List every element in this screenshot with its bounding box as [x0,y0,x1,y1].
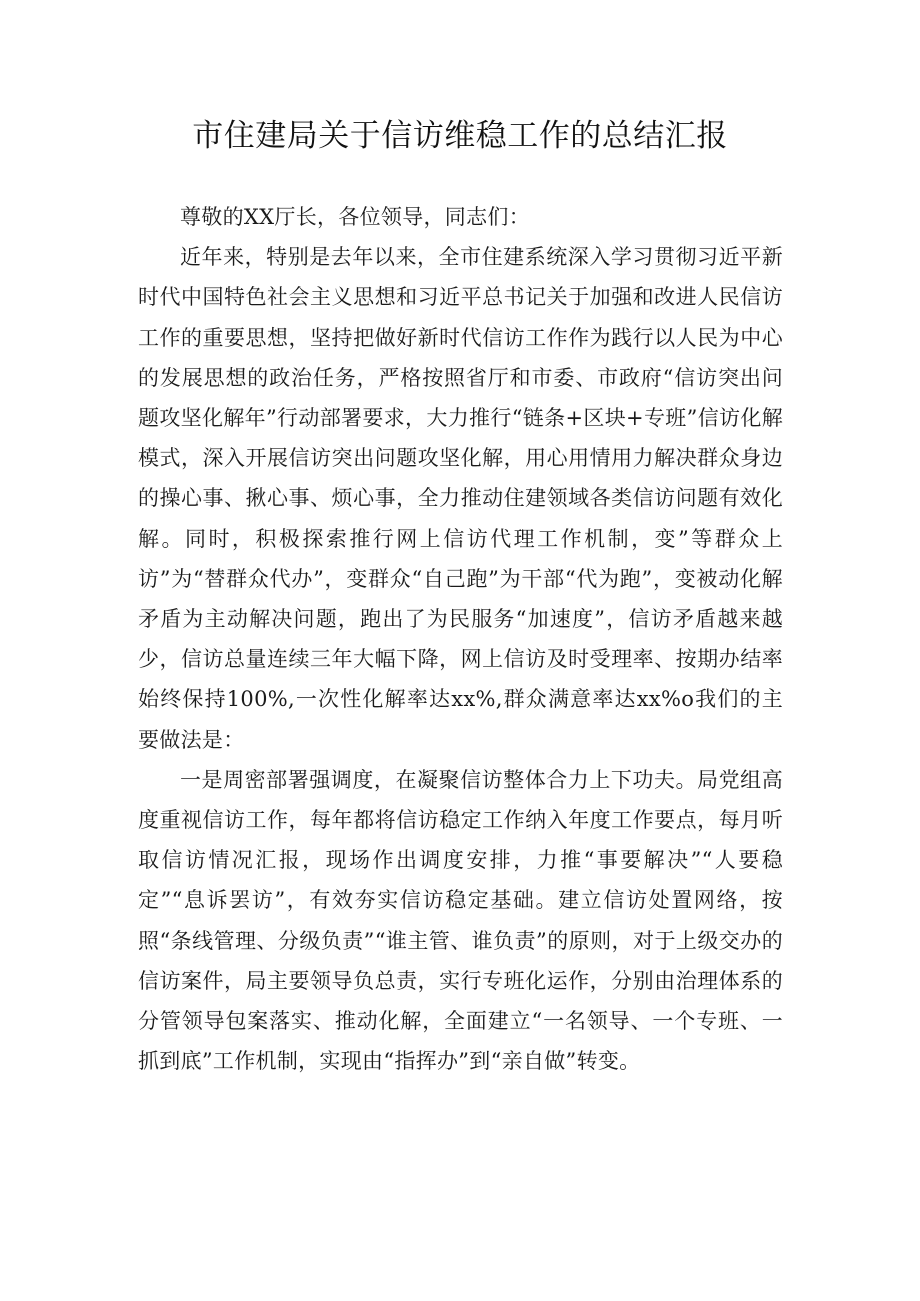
document-title: 市住建局关于信访维稳工作的总结汇报 [192,118,728,154]
salutation: 尊敬的XX厅长，各位领导，同志们： [180,205,530,229]
document-body [138,197,783,1081]
paragraph-point-one: 一是周密部署强调度，在凝聚信访整体合力上下功夫。局党组高度重视信访工作，每年都将信访稳定工作纳入年度工作要点，每月听取信访情况汇报，现场作出调度安排，力推“事要解决”“人要稳定”“息诉罢访”，有效夯实信访稳定基础。建立信访处置网络，按照“条线管理、分级负责”“谁主管、谁负责”的原则，对于上级交办的信访案件，局主要领导负总责，实行专班化运作，分别由治理体系的分管领导包案落实、推动化解，全面建立“一名领导、一个专班、一抓到底”工作机制，实现由“指挥办”到“亲自做”转变。 [138,767,783,1074]
paragraph-intro: 近年来，特别是去年以来，全市住建系统深入学习贯彻习近平新时代中国特色社会主义思想和习近平总书记关于加强和改进人民信访工作的重要思想，坚持把做好新时代信访工作作为践行以人民为中心的发展思想的政治任务，严格按照省厅和市委、市政府“信访突出问题攻坚化解年”行动部署要求，大力推行“链条+区块+专班”信访化解模式，深入开展信访突出问题攻坚化解，用心用情用力解决群众身边的操心事、揪心事、烦心事，全力推动住建领域各类信访问题有效化解。同时，积极探索推行网上信访代理工作机制，变”等群众上访”为“替群众代办”，变群众“自己跑”为干部“代为跑”，变被动化解矛盾为主动解决问题，跑出了为民服务“加速度”，信访矛盾越来越少，信访总量连续三年大幅下降，网上信访及时受理率、按期办结率始终保持100%,一次性化解率达xx%,群众满意率达xx%o我们的主要做法是： [138,245,783,752]
